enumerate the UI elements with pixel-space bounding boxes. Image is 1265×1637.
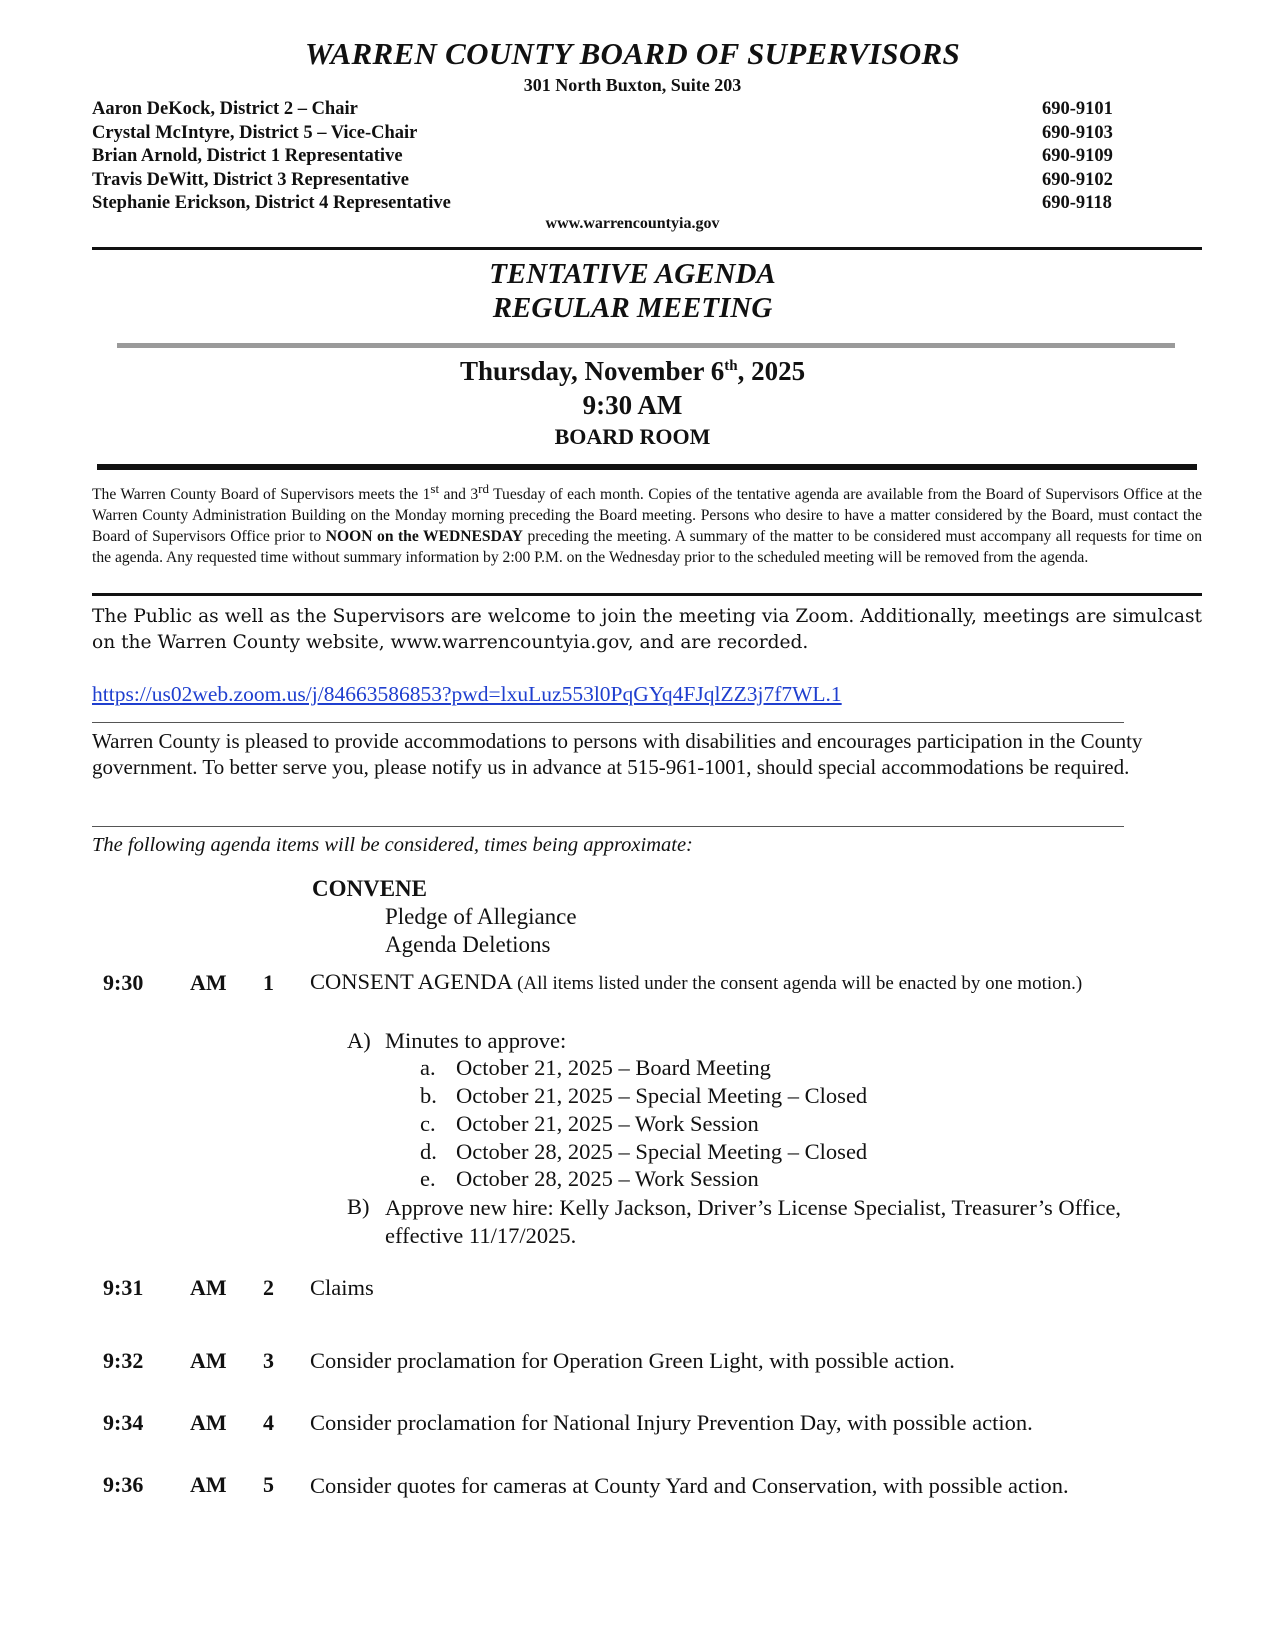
notice-deadline: NOON on the WEDNESDAY xyxy=(325,528,523,546)
consent-title: CONSENT AGENDA xyxy=(310,969,512,994)
member-row xyxy=(92,98,1132,122)
member-name: Crystal McIntyre, District 5 – Vice-Chair xyxy=(92,122,418,143)
website-text: www.warrencountyia.gov xyxy=(545,215,720,232)
item-ampm: AM xyxy=(190,970,227,995)
member-name: Stephanie Erickson, District 4 Representative xyxy=(92,193,451,214)
hire-label: B) xyxy=(347,1194,370,1219)
zoom-info: The Public as well as the Supervisors are welcome to join the meeting via Zoom. Additionally, meetings are simulcast on the Warren County website, www.warrencountyia.gov, and are recorded. xyxy=(92,606,1202,653)
item-time: 9:31 xyxy=(103,1275,144,1300)
member-row xyxy=(92,122,1132,146)
notice-text: The Warren County Board of Supervisors meets the xyxy=(92,486,423,504)
board-address: 301 North Buxton, Suite 203 xyxy=(523,75,742,95)
date-year: , 2025 xyxy=(737,356,806,386)
item-number: 4 xyxy=(263,1410,274,1435)
member-row xyxy=(92,145,1132,169)
item-ampm: AM xyxy=(190,1410,227,1435)
notice-text: Tuesday of each month. Copies of the tentative agenda are available from the Board of Supervisors Office at the Warren County Administration Building on the Monday morning preceding the Board meeting. Persons who desire to have a matter considered by the Board, must contact the Board of Supervisors Office prior to xyxy=(92,486,1202,546)
minute-letter: c. xyxy=(420,1111,436,1136)
meeting-room: BOARD ROOM xyxy=(554,424,711,449)
minute-letter: e. xyxy=(420,1166,436,1191)
item-ampm: AM xyxy=(190,1348,227,1373)
meeting-date xyxy=(0,356,1265,387)
item-ampm: AM xyxy=(190,1275,227,1300)
meeting-notice xyxy=(92,478,1202,568)
minutes-title: Minutes to approve: xyxy=(385,1028,567,1053)
convene-item: Pledge of Allegiance xyxy=(385,904,577,929)
item-text xyxy=(310,970,1150,996)
item-text: Claims xyxy=(310,1275,374,1300)
item-time: 9:34 xyxy=(103,1410,144,1435)
consent-note: (All items listed under the consent agenda will be enacted by one motion.) xyxy=(517,973,1083,994)
minute-letter: d. xyxy=(420,1139,437,1164)
minute-item: October 21, 2025 – Work Session xyxy=(456,1111,759,1136)
minute-item: October 28, 2025 – Work Session xyxy=(456,1166,759,1191)
date-prefix: Thursday, November 6 xyxy=(459,356,725,386)
convene-item: Agenda Deletions xyxy=(385,932,551,957)
minute-item: October 21, 2025 – Special Meeting – Closed xyxy=(456,1083,868,1108)
member-phone: 690-9101 xyxy=(1042,99,1113,119)
member-name: Travis DeWitt, District 3 Representative xyxy=(92,169,409,190)
member-phone: 690-9118 xyxy=(1042,193,1112,214)
member-phone: 690-9103 xyxy=(1042,122,1113,143)
convene-heading: CONVENE xyxy=(312,876,428,901)
title-divider xyxy=(117,343,1175,348)
notice-text: preceding the meeting. A summary of the matter to be considered must accompany all requests for time on the agenda. Any requested time without summary information by 2:00 P.M. on the Wednesday prior to the scheduled meeting will be removed from the agenda. xyxy=(92,528,1202,567)
minute-item: October 28, 2025 – Special Meeting – Closed xyxy=(456,1139,868,1164)
zoom-link[interactable]: https://us02web.zoom.us/j/84663586853?pwd=lxuLuz553l0PqGYq4FJqlZZ3j7f7WL.1 xyxy=(92,682,842,706)
agenda-title-line2: REGULAR MEETING xyxy=(492,292,773,324)
accessibility-notice: Warren County is pleased to provide accommodations to persons with disabilities and encourages participation in the County government. To better serve you, please notify us in advance at 515-961-1001, should special accommodations be required. xyxy=(92,729,1143,779)
item-ampm: AM xyxy=(190,1472,227,1497)
member-name: Brian Arnold, District 1 Representative xyxy=(92,146,403,167)
access-divider xyxy=(92,826,1124,827)
minutes-label: A) xyxy=(347,1028,371,1053)
zoom-divider xyxy=(92,722,1124,723)
minute-item: October 21, 2025 – Board Meeting xyxy=(456,1055,771,1080)
date-suffix-sup: th xyxy=(724,358,738,374)
header-divider xyxy=(92,247,1202,250)
notice-sup: rd xyxy=(478,481,489,496)
notice-text: and xyxy=(439,486,471,504)
item-number: 1 xyxy=(263,970,274,995)
item-text: Consider proclamation for Operation Green Light, with possible action. xyxy=(310,1348,955,1373)
agenda-title-line1: TENTATIVE AGENDA xyxy=(489,258,776,290)
member-row xyxy=(92,192,1132,216)
notice-num: 3 xyxy=(470,486,479,504)
item-time: 9:36 xyxy=(103,1472,144,1497)
member-name: Aaron DeKock, District 2 – Chair xyxy=(92,99,358,119)
minute-letter: b. xyxy=(420,1083,437,1108)
member-list xyxy=(92,98,1132,216)
item-time: 9:30 xyxy=(103,970,144,995)
item-number: 2 xyxy=(263,1275,274,1300)
item-time: 9:32 xyxy=(103,1348,144,1373)
notice-divider xyxy=(92,593,1202,596)
item-number: 3 xyxy=(263,1348,274,1373)
minute-letter: a. xyxy=(420,1055,436,1080)
item-text: Consider quotes for cameras at County Yard and Conservation, with possible action. xyxy=(310,1473,1069,1498)
board-title: WARREN COUNTY BOARD OF SUPERVISORS xyxy=(304,36,961,71)
notice-num: 1 xyxy=(422,486,431,504)
member-phone: 690-9109 xyxy=(1042,146,1113,167)
item-number: 5 xyxy=(263,1472,274,1497)
agenda-intro: The following agenda items will be considered, times being approximate: xyxy=(92,834,693,856)
notice-sup: st xyxy=(430,481,440,496)
member-phone: 690-9102 xyxy=(1042,169,1113,190)
hire-text: Approve new hire: Kelly Jackson, Driver’s License Specialist, Treasurer’s Office, effective 11/17/2025. xyxy=(385,1195,1122,1248)
item-text: Consider proclamation for National Injury Prevention Day, with possible action. xyxy=(310,1410,1033,1435)
date-divider xyxy=(97,464,1197,470)
member-row xyxy=(92,169,1132,193)
meeting-time: 9:30 AM xyxy=(582,390,683,420)
